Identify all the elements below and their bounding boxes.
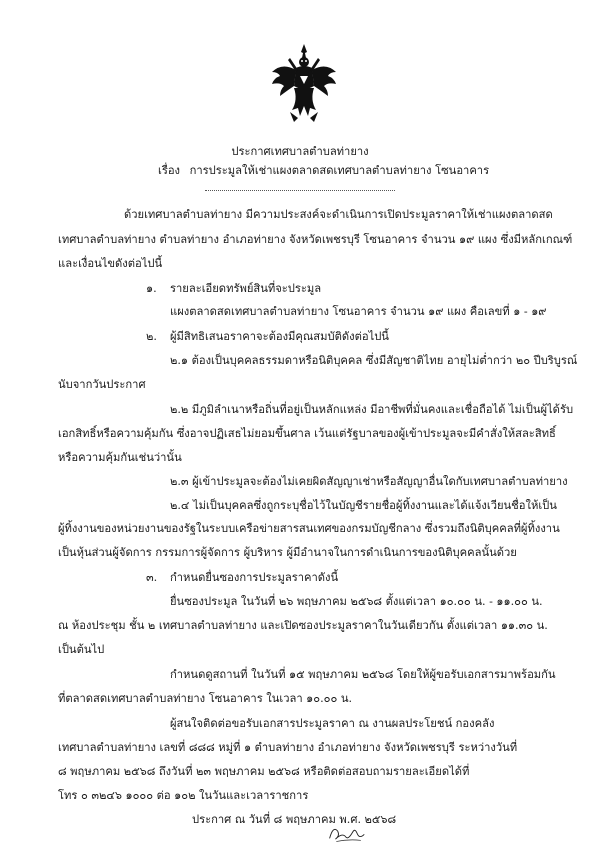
- contact-line-2: เทศบาลตำบลท่ายาง เลขที่ ๘๘๘ หมู่ที่ ๑ ตำบลท่ายาง อำเภอท่ายาง จังหวัดเพชรบุรี ระหว่างวันที่: [58, 741, 518, 754]
- subject-text: การประมูลให้เช่าแผงตลาดสดเทศบาลตำบลท่ายาง โซนอาคาร: [189, 164, 490, 177]
- contact-line-4: โทร ๐ ๓๒๔๖ ๑๐๐๐ ต่อ ๑๐๒ ในวันและเวลาราชการ: [58, 789, 309, 802]
- section-2-item-1-line-1: ๒.๑ ต้องเป็นบุคคลธรรมดาหรือนิติบุคคล ซึ่งมีสัญชาติไทย อายุไม่ต่ำกว่า ๒๐ ปีบริบูรณ์: [170, 354, 578, 367]
- contact-line-1: ผู้สนใจติดต่อขอรับเอกสารประมูลราคา ณ งานผลประโยชน์ กองคลัง: [170, 717, 495, 730]
- intro-line-1: ด้วยเทศบาลตำบลท่ายาง มีความประสงค์จะดำเนินการเปิดประมูลราคาให้เช่าแผงตลาดสด: [124, 208, 553, 221]
- site-visit-line-2: ที่ตลาดสดเทศบาลตำบลท่ายาง โซนอาคาร ในเวลา ๑๐.๐๐ น.: [58, 692, 353, 705]
- subject-line: [158, 163, 489, 179]
- intro-line-2: เทศบาลตำบลท่ายาง ตำบลท่ายาง อำเภอท่ายาง จังหวัดเพชรบุรี โซนอาคาร จำนวน ๑๙ แผง ซึ่งมีหลักเกณฑ์: [58, 233, 573, 246]
- announcement-title: ประกาศเทศบาลตำบลท่ายาง: [231, 145, 369, 158]
- section-1-detail: แผงตลาดสดเทศบาลตำบลท่ายาง โซนอาคาร จำนวน ๑๙ แผง คือเลขที่ ๑ - ๑๙: [170, 305, 547, 318]
- section-2-item-2-line-1: ๒.๒ มีภูมิลำเนาหรือถิ่นที่อยู่เป็นหลักแหล่ง มีอาชีพที่มั่นคงและเชื่อถือได้ ไม่เป็นผู้ได้รับ: [170, 403, 574, 416]
- section-1-title: รายละเอียดทรัพย์สินที่จะประมูล: [170, 282, 322, 295]
- section-1-number: ๑.: [146, 282, 157, 295]
- handwritten-signature: [318, 822, 378, 846]
- section-2-item-2-line-3: หรือความคุ้มกันเช่นว่านั้น: [58, 451, 182, 464]
- section-3-line-2: ณ ห้องประชุม ชั้น ๒ เทศบาลตำบลท่ายาง และเปิดซองประมูลราคาในวันเดียวกัน ตั้งแต่เวลา ๑๑.๓๐ น.: [58, 619, 548, 632]
- subject-label: เรื่อง: [158, 164, 181, 177]
- section-3-line-1: ยื่นซองประมูล ในวันที่ ๒๖ พฤษภาคม ๒๕๖๘ ตั้งแต่เวลา ๑๐.๐๐ น. - ๑๑.๐๐ น.: [170, 595, 543, 608]
- section-3-number: ๓.: [146, 571, 158, 584]
- section-3-title: กำหนดยื่นซองการประมูลราคาดังนี้: [170, 571, 339, 584]
- site-visit-line-1: กำหนดดูสถานที่ ในวันที่ ๑๕ พฤษภาคม ๒๕๖๘ โดยให้ผู้ขอรับเอกสารมาพร้อมกัน: [170, 668, 556, 681]
- intro-line-3: และเงื่อนไขดังต่อไปนี้: [58, 257, 163, 270]
- section-2-number: ๒.: [146, 330, 157, 343]
- section-2-item-1-line-2: นับจากวันประกาศ: [58, 378, 146, 391]
- section-2-item-4-line-1: ๒.๔ ไม่เป็นบุคคลซึ่งถูกระบุชื่อไว้ในบัญชีรายชื่อผู้ทิ้งงานและได้แจ้งเวียนชื่อให้เป็น: [170, 499, 557, 512]
- section-3-line-3: เป็นต้นไป: [58, 643, 105, 656]
- section-2-item-4-line-2: ผู้ทิ้งงานของหน่วยงานของรัฐในระบบเครือข่ายสารสนเทศของกรมบัญชีกลาง ซึ่งรวมถึงนิติบุคคลที่ผู้ทิ้งงาน: [58, 522, 560, 535]
- garuda-emblem-icon: [268, 42, 340, 124]
- announced-date: ประกาศ ณ วันที่ ๘ พฤษภาคม พ.ศ. ๒๕๖๘: [192, 813, 397, 826]
- section-2-item-2-line-2: เอกสิทธิ์หรือความคุ้มกัน ซึ่งอาจปฏิเสธไม่ยอมขึ้นศาล เว้นแต่รัฐบาลของผู้เข้าประมูลจะมีคำสั่งให้สละสิทธิ์: [58, 427, 556, 440]
- section-2-item-3-line-1: ๒.๓ ผู้เข้าประมูลจะต้องไม่เคยผิดสัญญาเช่าหรือสัญญาอื่นใดกับเทศบาลตำบลท่ายาง: [170, 475, 568, 488]
- header-divider: [205, 190, 395, 191]
- section-2-title: ผู้มีสิทธิเสนอราคาจะต้องมีคุณสมบัติดังต่อไปนี้: [170, 330, 389, 343]
- contact-line-3: ๘ พฤษภาคม ๒๕๖๘ ถึงวันที่ ๒๓ พฤษภาคม ๒๕๖๘ หรือติดต่อสอบถามรายละเอียดได้ที่: [58, 765, 470, 778]
- section-2-item-4-line-3: เป็นหุ้นส่วนผู้จัดการ กรรมการผู้จัดการ ผู้บริหาร ผู้มีอำนาจในการดำเนินการของนิติบุคคลนั้นด้วย: [58, 546, 517, 559]
